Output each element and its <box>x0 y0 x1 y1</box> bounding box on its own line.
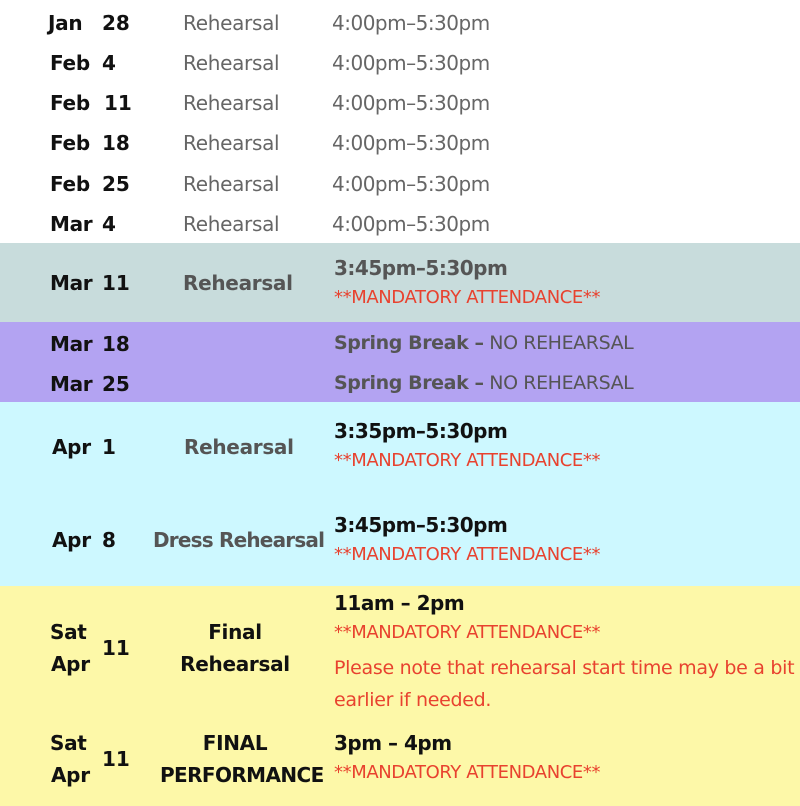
row-day: 4 <box>102 212 116 236</box>
row-time: 4:00pm–5:30pm <box>332 11 490 35</box>
row-month: Mar <box>50 271 93 295</box>
mandatory-note: **MANDATORY ATTENDANCE** <box>334 287 601 308</box>
row-day: 11 <box>102 271 130 295</box>
row-event: Rehearsal <box>183 131 280 155</box>
row-day: 4 <box>102 51 116 75</box>
row-time: 3:45pm–5:30pm <box>334 256 508 280</box>
row-month: Mar <box>50 332 93 356</box>
row-day: 18 <box>102 332 130 356</box>
mandatory-note: **MANDATORY ATTENDANCE** <box>334 762 601 783</box>
row-month: Apr <box>52 435 91 459</box>
row-time: 4:00pm–5:30pm <box>332 212 490 236</box>
row-time: 3:35pm–5:30pm <box>334 419 508 443</box>
row-month: Apr <box>52 528 91 552</box>
band-regular-rehearsals <box>0 0 800 243</box>
row-event: Dress Rehearsal <box>153 528 325 552</box>
row-event: Rehearsal <box>184 435 294 459</box>
row-event: Rehearsal <box>183 51 280 75</box>
row-event-line1: FINAL <box>202 731 268 755</box>
row-month: Mar <box>50 212 93 236</box>
row-month: Feb <box>50 91 90 115</box>
row-event-line2: PERFORMANCE <box>160 763 324 787</box>
row-day: 18 <box>102 131 130 155</box>
row-time: 4:00pm–5:30pm <box>332 172 490 196</box>
row-time: 11am – 2pm <box>334 591 465 615</box>
row-month: Mar <box>50 372 93 396</box>
row-day: 11 <box>102 747 130 771</box>
row-day: 11 <box>102 636 130 660</box>
spring-break-text <box>334 334 633 353</box>
row-event-line2: Rehearsal <box>180 652 290 676</box>
mandatory-note: **MANDATORY ATTENDANCE** <box>334 450 601 471</box>
row-day: 28 <box>102 11 130 35</box>
mandatory-note: **MANDATORY ATTENDANCE** <box>334 622 601 643</box>
row-month: Jan <box>48 11 83 35</box>
spring-break-text <box>334 374 633 393</box>
mandatory-note: **MANDATORY ATTENDANCE** <box>334 544 601 565</box>
row-day: 25 <box>102 372 130 396</box>
row-event-line1: Final <box>208 620 262 644</box>
row-time: 4:00pm–5:30pm <box>332 91 490 115</box>
row-weekday: Sat <box>50 620 87 644</box>
spring-break-detail: NO REHEARSAL <box>483 332 634 354</box>
row-month: Apr <box>51 652 90 676</box>
row-month: Apr <box>51 763 90 787</box>
row-month: Feb <box>50 172 90 196</box>
row-day: 11 <box>104 91 132 115</box>
row-day: 1 <box>102 435 116 459</box>
spring-break-label: Spring Break – <box>334 372 484 394</box>
row-time: 4:00pm–5:30pm <box>332 51 490 75</box>
row-day: 25 <box>102 172 130 196</box>
row-weekday: Sat <box>50 731 87 755</box>
row-time: 3:45pm–5:30pm <box>334 513 508 537</box>
row-month: Feb <box>50 51 90 75</box>
start-time-note: Please note that rehearsal start time may be a bit earlier if needed. <box>334 657 795 711</box>
spring-break-detail: NO REHEARSAL <box>483 372 634 394</box>
row-time: 3pm – 4pm <box>334 731 452 755</box>
row-day: 8 <box>102 528 116 552</box>
row-month: Feb <box>50 131 90 155</box>
row-time: 4:00pm–5:30pm <box>332 131 490 155</box>
row-event: Rehearsal <box>183 212 280 236</box>
row-event: Rehearsal <box>183 91 280 115</box>
spring-break-label: Spring Break – <box>334 332 484 354</box>
row-event: Rehearsal <box>183 172 280 196</box>
row-event: Rehearsal <box>183 11 280 35</box>
row-event: Rehearsal <box>183 271 293 295</box>
